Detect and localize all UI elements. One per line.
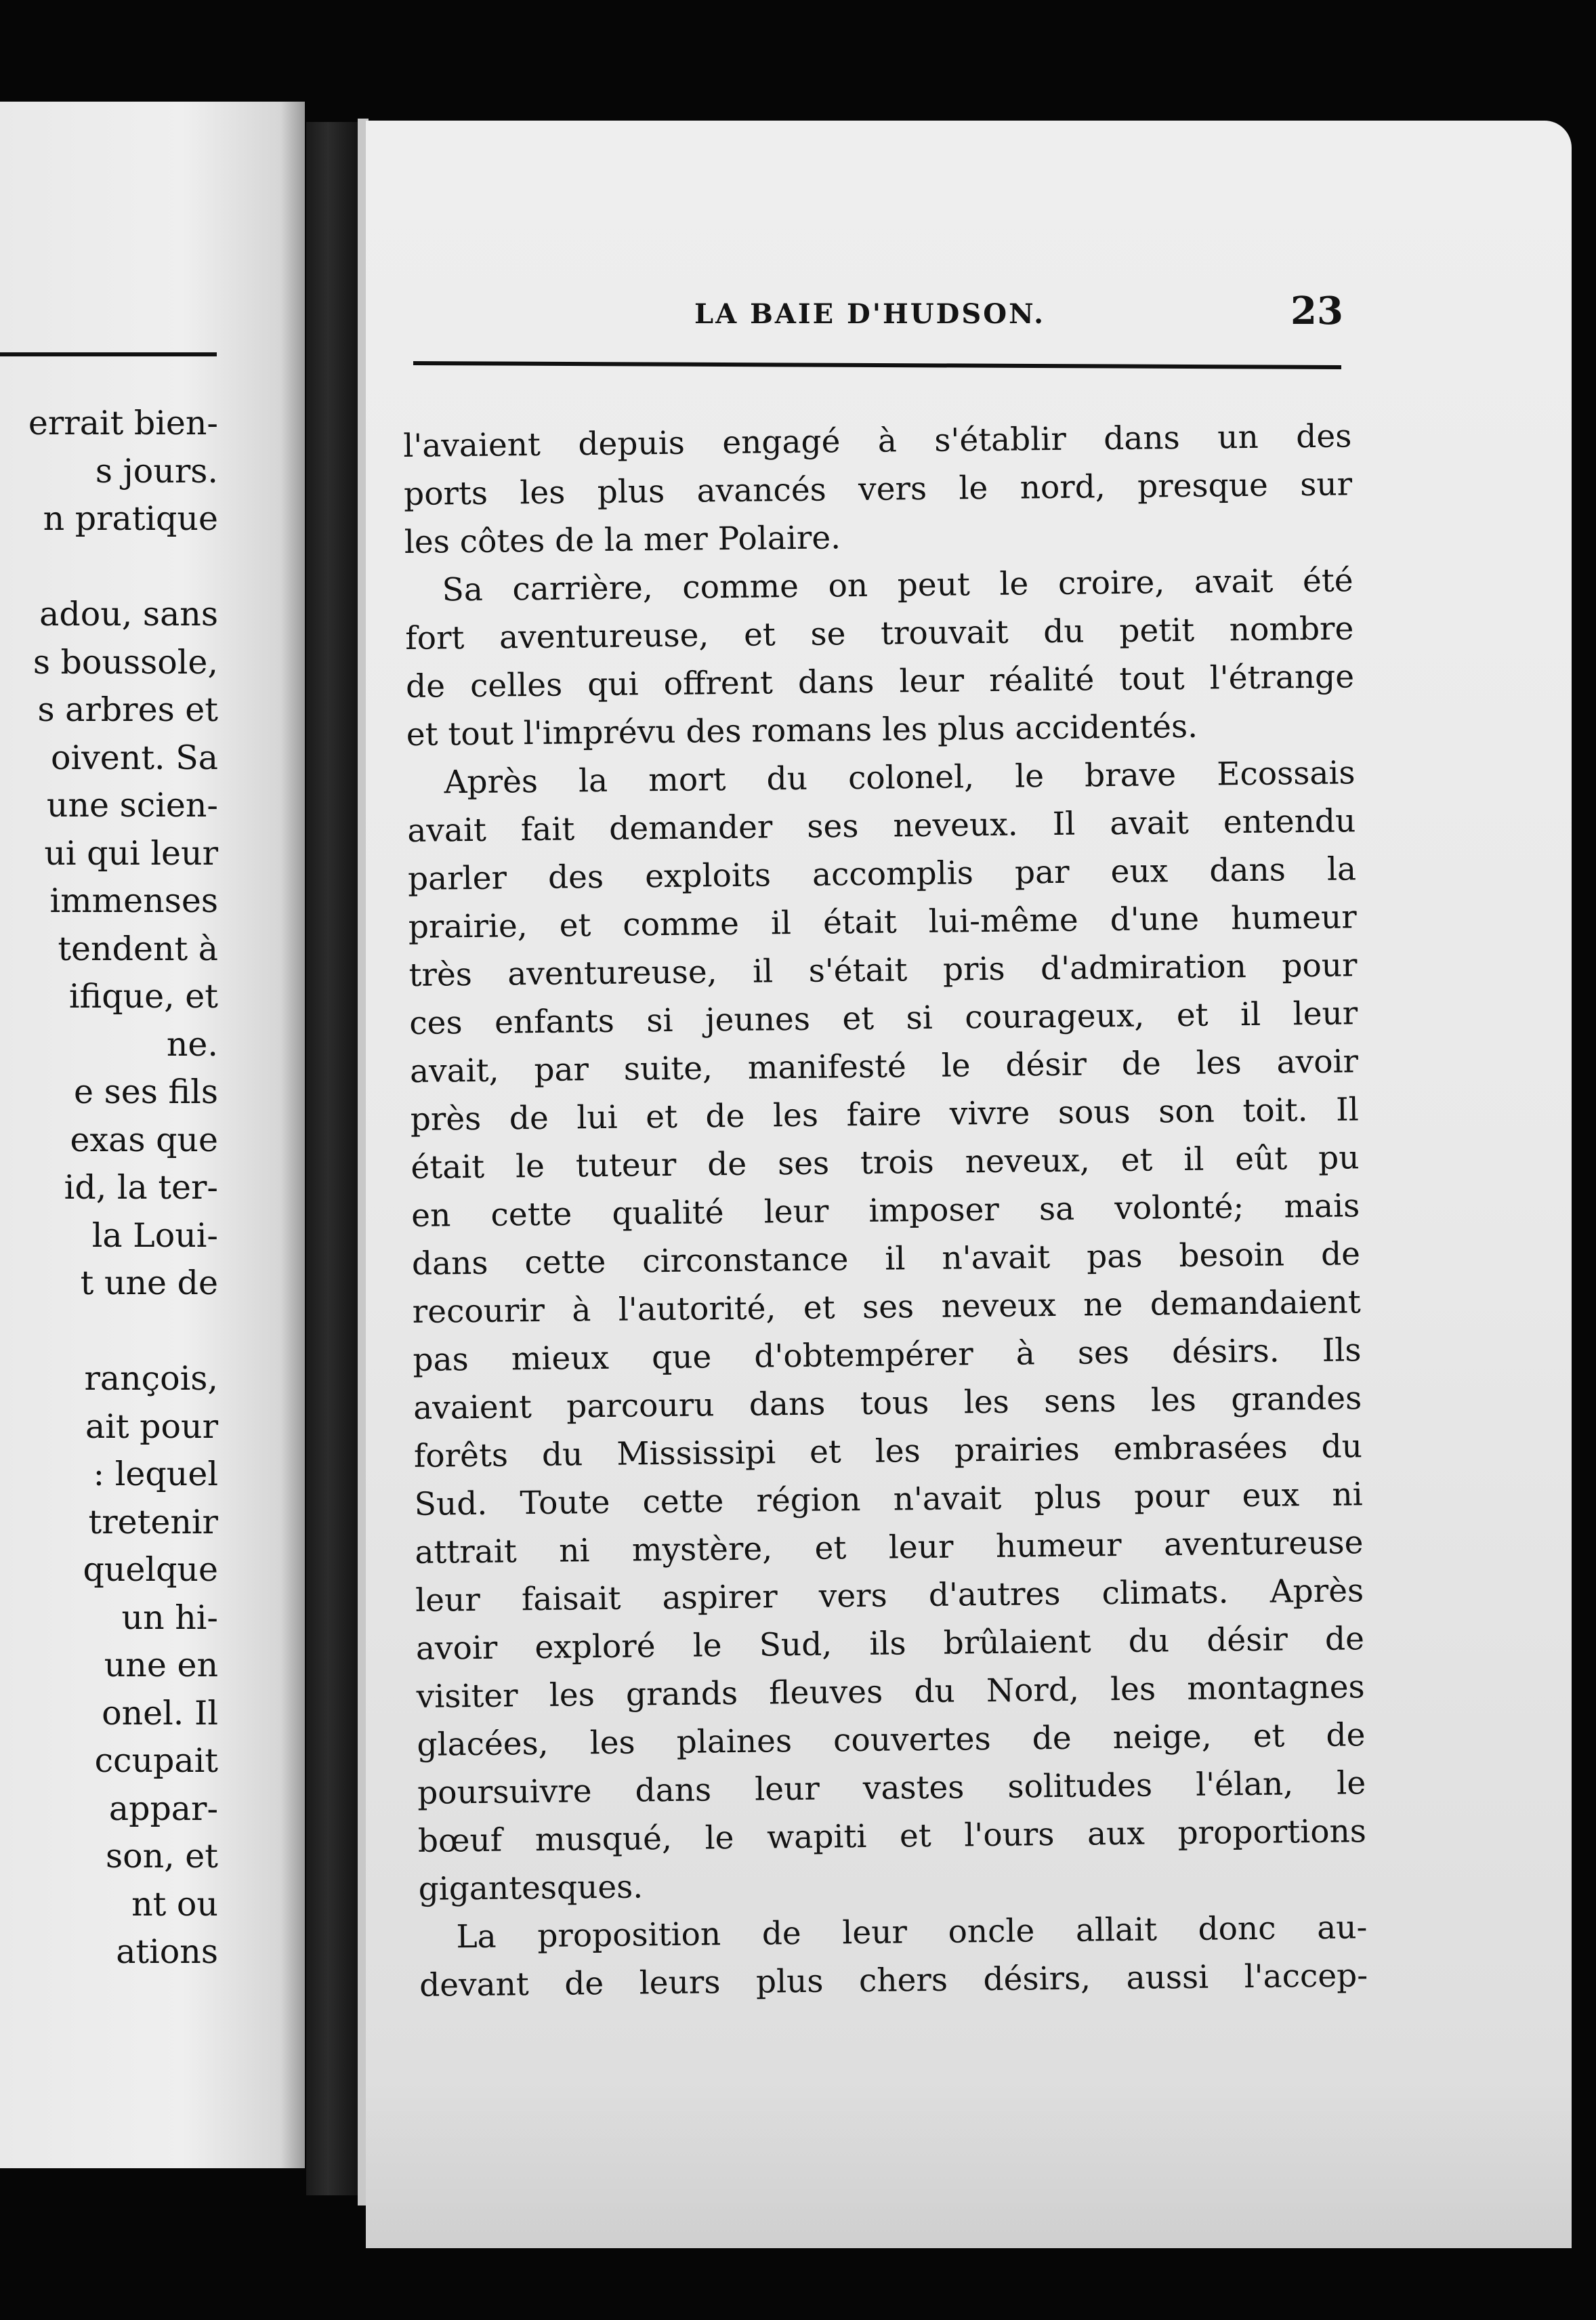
left-page-line bbox=[0, 543, 218, 592]
left-page bbox=[0, 102, 305, 2168]
left-page-line: ait pour bbox=[85, 1407, 218, 1446]
left-page-line: appar- bbox=[108, 1789, 218, 1828]
left-page-line: : lequel bbox=[93, 1455, 218, 1493]
left-page-line: ations bbox=[116, 1932, 218, 1971]
left-page-line: errait bien- bbox=[28, 404, 218, 442]
left-page-line: exas que bbox=[70, 1120, 218, 1159]
running-head: LA BAIE D'HUDSON. bbox=[694, 298, 1046, 330]
left-page-line: son, et bbox=[105, 1837, 218, 1876]
left-page-line: onel. Il bbox=[102, 1693, 218, 1733]
text-line: les côtes de la mer Polaire. bbox=[404, 519, 841, 561]
text-line: visiter les grands fleuves du Nord, les montagnes bbox=[416, 1668, 1365, 1716]
text-line: La proposition de leur oncle allait donc au- bbox=[456, 1909, 1368, 1956]
text-line: l'avaient depuis engagé à s'établir dans un des bbox=[403, 417, 1352, 465]
text-line: avait, par suite, manifesté le désir de les avoir bbox=[409, 1043, 1359, 1090]
text-line: de celles qui offrent dans leur réalité tout l'étrange bbox=[405, 658, 1355, 705]
left-page-line: un hi- bbox=[121, 1598, 218, 1637]
left-page-line: oivent. Sa bbox=[50, 738, 218, 777]
left-page-line: tendent à bbox=[58, 929, 218, 968]
left-page-line: ui qui leur bbox=[44, 833, 218, 873]
left-page-line: quelque bbox=[83, 1550, 218, 1589]
left-page-header-rule bbox=[0, 352, 217, 356]
left-page-line: ccupait bbox=[94, 1741, 218, 1780]
right-page bbox=[366, 121, 1572, 2248]
text-line: avaient parcouru dans tous les sens les grandes bbox=[413, 1380, 1362, 1427]
text-line: devant de leurs plus chers désirs, aussi l'accep- bbox=[419, 1957, 1368, 2004]
text-line: dans cette circonstance il n'avait pas besoin de bbox=[411, 1235, 1361, 1283]
left-page-line: s jours. bbox=[95, 451, 218, 491]
text-line: ces enfants si jeunes et si courageux, et il leur bbox=[409, 995, 1358, 1042]
text-line: Après la mort du colonel, le brave Ecossais bbox=[444, 754, 1356, 802]
body-text bbox=[403, 412, 1368, 2010]
left-page-line: immenses bbox=[49, 882, 218, 920]
left-page-line: s boussole, bbox=[33, 642, 218, 682]
text-line: bœuf musqué, le wapiti et l'ours aux proportions bbox=[417, 1812, 1367, 1860]
left-page-line: adou, sans bbox=[39, 595, 218, 634]
text-line: Sa carrière, comme on peut le croire, avait été bbox=[442, 562, 1353, 609]
book-gutter bbox=[306, 122, 360, 2195]
text-line: forêts du Mississipi et les prairies embrasées du bbox=[413, 1428, 1363, 1475]
text-line: avait fait demander ses neveux. Il avait entendu bbox=[407, 802, 1356, 850]
text-line: et tout l'imprévu des romans les plus accidentés. bbox=[406, 707, 1198, 753]
text-line: pas mieux que d'obtempérer à ses désirs. Ils bbox=[413, 1331, 1362, 1379]
text-line: ports les plus avancés vers le nord, presque sur bbox=[403, 465, 1353, 513]
text-line: prairie, et comme il était lui-même d'une humeur bbox=[408, 898, 1358, 946]
header-rule bbox=[413, 361, 1341, 369]
left-page-line: une scien- bbox=[46, 786, 218, 825]
text-line: attrait ni mystère, et leur humeur aventureuse bbox=[415, 1524, 1364, 1571]
left-page-line bbox=[0, 1308, 218, 1356]
left-page-line: e ses fils bbox=[74, 1073, 218, 1111]
text-line: avoir exploré le Sud, ils brûlaient du désir de bbox=[415, 1620, 1365, 1668]
left-page-line: ne. bbox=[166, 1024, 218, 1064]
left-page-line: nt ou bbox=[131, 1884, 218, 1924]
left-page-line: une en bbox=[104, 1646, 218, 1684]
text-line: près de lui et de les faire vivre sous son toit. Il bbox=[410, 1091, 1359, 1138]
left-page-line: t une de bbox=[80, 1264, 218, 1302]
text-line: en cette qualité leur imposer sa volonté; mais bbox=[411, 1187, 1360, 1235]
text-line: était le tuteur de ses trois neveux, et il eût pu bbox=[411, 1139, 1360, 1186]
text-line: fort aventureuse, et se trouvait du petit nombre bbox=[405, 610, 1354, 657]
left-page-line: ifique, et bbox=[68, 977, 218, 1016]
text-line: parler des exploits accomplis par eux dans la bbox=[407, 850, 1357, 898]
text-line: gigantesques. bbox=[418, 1868, 644, 1908]
page-number: 23 bbox=[1290, 289, 1343, 333]
text-line: Sud. Toute cette région n'avait plus pour eux ni bbox=[414, 1476, 1363, 1523]
left-page-text bbox=[0, 400, 218, 1976]
text-line: leur faisait aspirer vers d'autres climats. Après bbox=[415, 1572, 1364, 1619]
text-line: très aventureuse, il s'était pris d'admiration pour bbox=[408, 947, 1358, 994]
left-page-line: rançois, bbox=[84, 1359, 218, 1398]
left-page-line: n pratique bbox=[43, 499, 218, 538]
left-page-line: id, la ter- bbox=[64, 1168, 218, 1207]
text-line: poursuivre dans leur vastes solitudes l'élan, le bbox=[417, 1764, 1366, 1812]
left-page-line: la Loui- bbox=[91, 1216, 218, 1255]
text-line: glacées, les plaines couvertes de neige, et de bbox=[417, 1716, 1366, 1764]
left-page-line: tretenir bbox=[88, 1502, 218, 1541]
left-page-line: s arbres et bbox=[37, 690, 218, 729]
text-line: recourir à l'autorité, et ses neveux ne demandaient bbox=[412, 1283, 1361, 1331]
page-shading bbox=[366, 2079, 1572, 2248]
